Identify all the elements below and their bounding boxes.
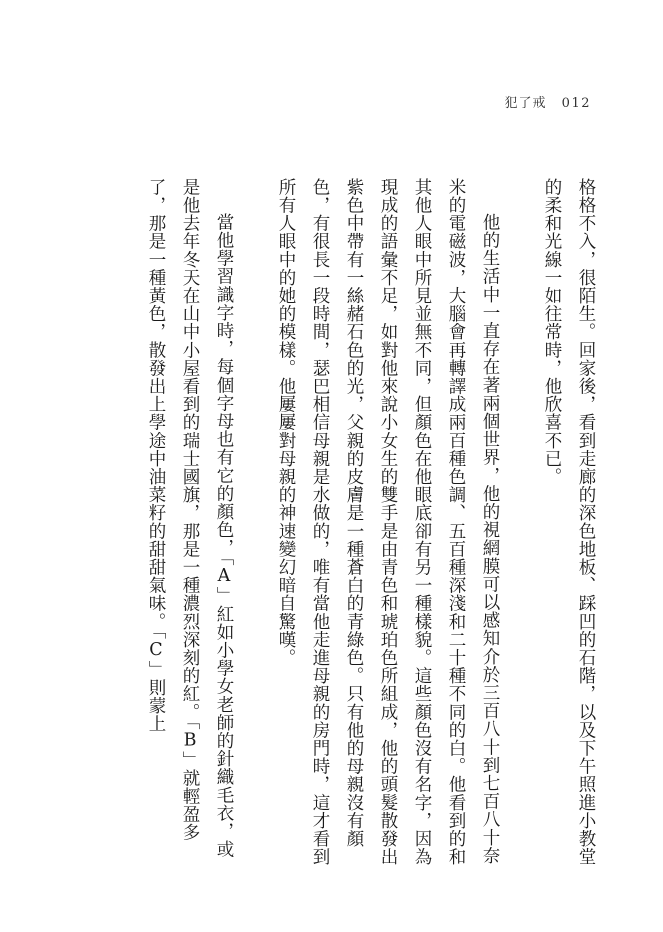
page-number: 012 (561, 96, 591, 111)
paragraph-continued: 格格不入，很陌生。回家後，看到走廊的深色地板、踩凹的石階，以及下午照進小教堂的柔和光線一如往常時，他欣喜不已。 (542, 178, 596, 866)
body-text (43, 178, 603, 868)
running-head (505, 92, 591, 111)
paragraph-gap (241, 178, 269, 868)
paragraph: 當他學習識字時，每個字母也有它的顏色，「A」紅如小學女老師的針織毛衣，或是他去年冬天在山中小屋看到的瑞士國旗，那是一種濃烈深刻的紅。「B」就輕盈多了，那是一種黃色，散發出上學途中油菜籽的甜甜氣味。「C」則蒙上 (146, 178, 234, 859)
book-title: 犯了戒 (504, 96, 547, 111)
paragraph: 他的生活中一直存在著兩個世界，他的視網膜可以感知介於三百八十到七百八十奈米的電磁波，大腦會再轉譯成兩百種色調、五百種深淺和二十種不同的白。他看到的和其他人眼中所見並無不同，但顏色在他眼底卻有另一種樣貌。這些顏色沒有名字，因為現成的語彙不足，如對他來說小女生的雙手是由青色和琥珀色所組成，他的頭髮散發出紫色中帶有一絲赭石色的光，父親的皮膚是一種蒼白的青綠色。只有他的母親沒有顏色，有很長一段時間，瑟巴相信母親是水做的，唯有當他走進母親的房門時，這才看到所有人眼中的她的模樣。他屢屢對母親的神速變幻暗自驚嘆。 (276, 178, 500, 866)
paragraph-gap (507, 178, 535, 868)
